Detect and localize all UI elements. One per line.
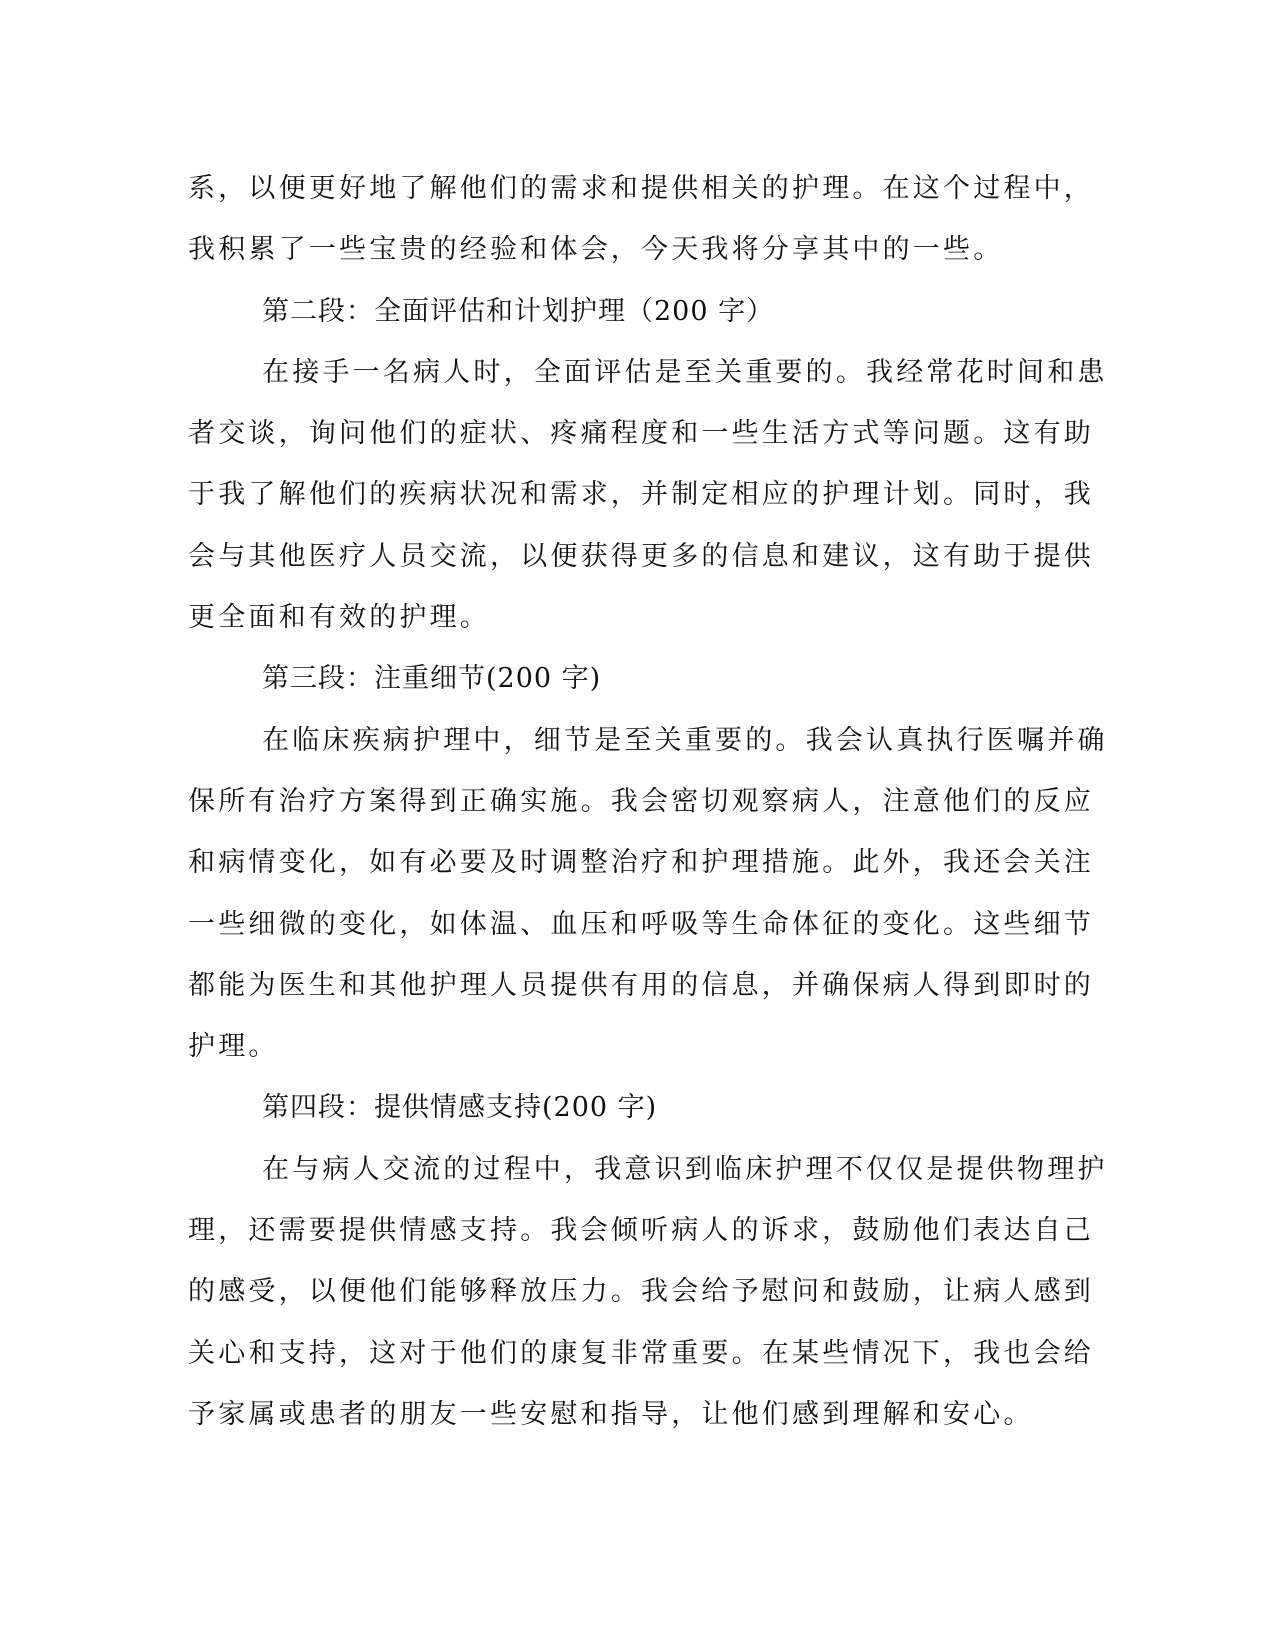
paragraph-line: 的感受，以便他们能够释放压力。我会给予慰问和鼓励，让病人感到 [188, 1276, 1094, 1308]
paragraph-line: 在与病人交流的过程中，我意识到临床护理不仅仅是提供物理护 [262, 1153, 1108, 1185]
paragraph-line: 在临床疾病护理中，细节是至关重要的。我会认真执行医嘱并确 [262, 724, 1108, 756]
paragraph-line: 和病情变化，如有必要及时调整治疗和护理措施。此外，我还会关注 [188, 847, 1094, 879]
section-heading: 第三段：注重细节(200 字) [262, 663, 602, 695]
paragraph-line: 予家属或患者的朋友一些安慰和指导，让他们感到理解和安心。 [188, 1398, 1034, 1430]
paragraph-line: 理，还需要提供情感支持。我会倾听病人的诉求，鼓励他们表达自己 [188, 1215, 1094, 1247]
paragraph-line: 关心和支持，这对于他们的康复非常重要。在某些情况下，我也会给 [188, 1337, 1094, 1369]
paragraph-line: 于我了解他们的疾病状况和需求，并制定相应的护理计划。同时，我 [188, 479, 1094, 511]
paragraph-line: 都能为医生和其他护理人员提供有用的信息，并确保病人得到即时的 [188, 969, 1094, 1001]
paragraph-line: 一些细微的变化，如体温、血压和呼吸等生命体征的变化。这些细节 [188, 908, 1094, 940]
section-heading: 第二段：全面评估和计划护理（200 字） [262, 295, 775, 327]
paragraph-line: 系，以便更好地了解他们的需求和提供相关的护理。在这个过程中， [188, 173, 1094, 204]
paragraph-line: 护理。 [188, 1031, 279, 1063]
paragraph-line: 者交谈，询问他们的症状、疼痛程度和一些生活方式等问题。这有助 [188, 418, 1094, 450]
paragraph-line: 在接手一名病人时，全面评估是至关重要的。我经常花时间和患 [262, 356, 1108, 388]
paragraph-line: 我积累了一些宝贵的经验和体会，今天我将分享其中的一些。 [188, 234, 1004, 266]
paragraph-line: 保所有治疗方案得到正确实施。我会密切观察病人，注意他们的反应 [188, 785, 1094, 817]
section-heading: 第四段：提供情感支持(200 字) [262, 1092, 658, 1124]
paragraph-line: 更全面和有效的护理。 [188, 602, 490, 634]
document-body [188, 158, 1108, 1445]
paragraph-line: 会与其他医疗人员交流，以便获得更多的信息和建议，这有助于提供 [188, 540, 1094, 572]
